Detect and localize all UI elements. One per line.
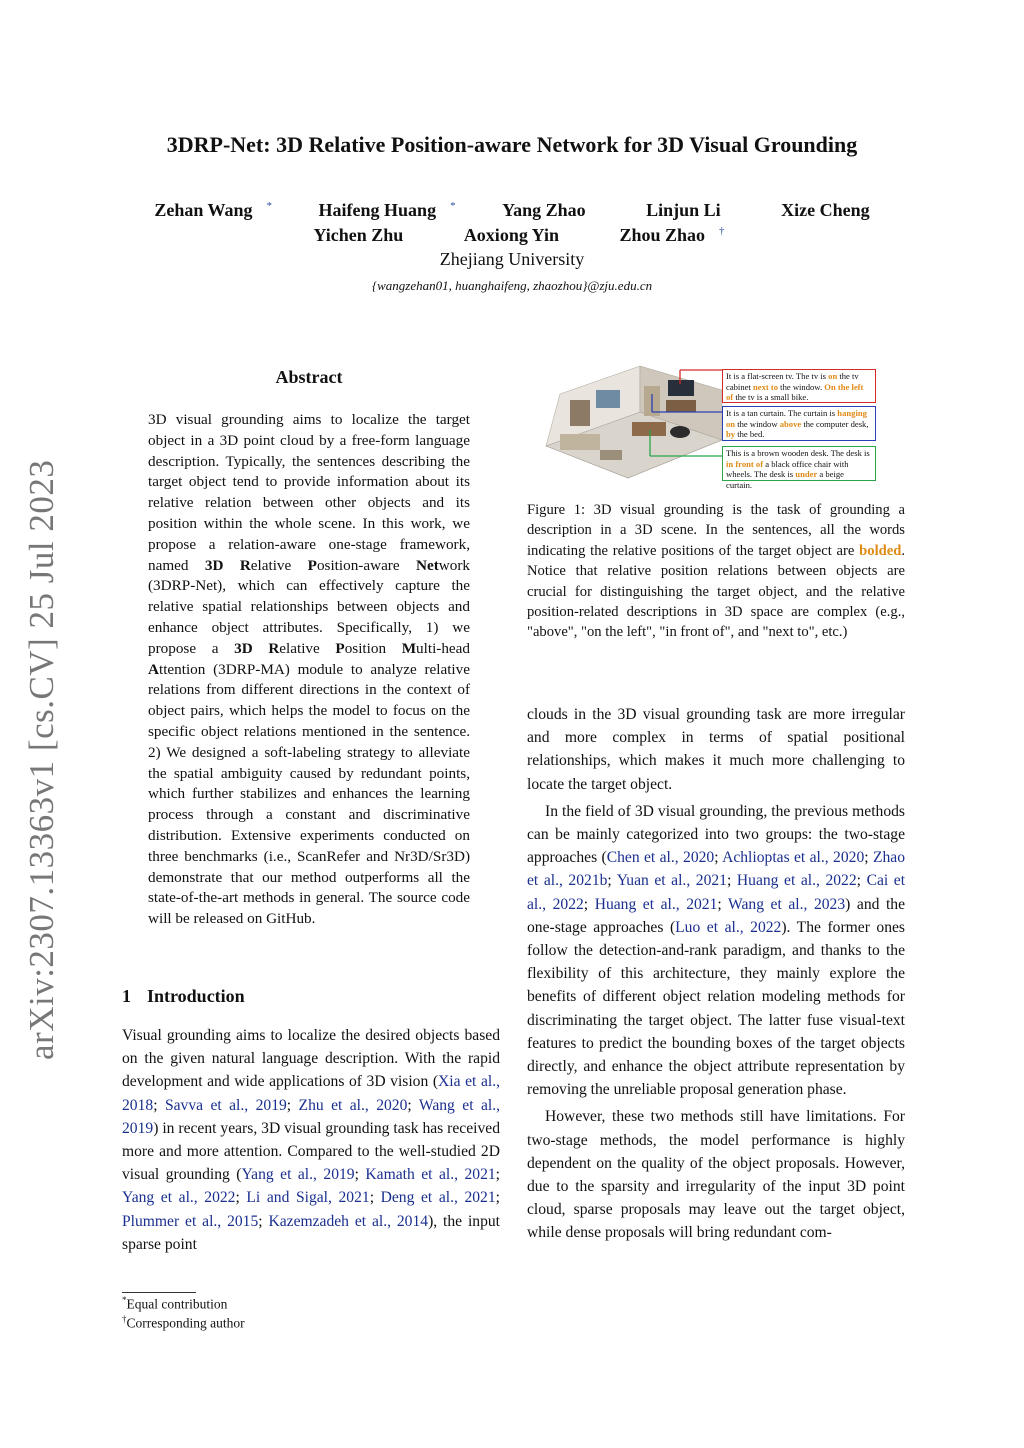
paragraph: In the field of 3D visual grounding, the previous methods can be mainly categorized into two groups: the two-stage approaches (Chen et al., 2020; Achlioptas et al., 2020; Zhao et al., 2021b; Yuan et al., 2021; Huang et al., 2022; Cai et al., 2022; Huang et al., 2021; Wang et al., 2023) and the one-stage approaches (Luo et al., 2022). The former ones follow the detection-and-rank paradigm, and thanks to the flexibility of this architecture, they mainly explore the benefits of different object relation modeling methods for discriminating the target object. The latter fuse visual-text features to predict the bounding boxes of the target objects directly, and enhance the object attribute representation by removing the unreliable proposal generation phase. xyxy=(527,802,906,1099)
citation-link[interactable]: Kazemzadeh et al., 2014 xyxy=(268,1212,429,1230)
paper-title: 3DRP-Net: 3D Relative Position-aware Network for 3D Visual Grounding xyxy=(166,132,858,157)
section-heading-introduction: 1 Introduction xyxy=(122,986,245,1006)
citation-link[interactable]: Huang et al., 2021 xyxy=(594,895,718,913)
citation-link[interactable]: Savva et al., 2019 xyxy=(164,1096,287,1114)
author: Aoxiong Yin xyxy=(463,225,559,245)
citation-link[interactable]: Yang et al., 2022 xyxy=(122,1189,236,1207)
figure-description-box-curtain: It is a tan curtain. The curtain is hanging on the window above the computer desk, by the bed. xyxy=(722,406,876,441)
figure-description-box-desk: This is a brown wooden desk. The desk is in front of a black office chair with wheels. The desk is under a beige curtain. xyxy=(722,446,876,481)
figure-3d-scene xyxy=(540,360,725,482)
scene-bed xyxy=(560,434,600,450)
citation-link[interactable]: Xia et al., 2018 xyxy=(122,1073,500,1114)
footnote-corresponding-author: †Corresponding author xyxy=(122,1314,245,1331)
scene-window xyxy=(596,390,620,408)
author-line-2 xyxy=(0,225,1024,246)
author: Zhou Zhao † xyxy=(619,225,725,245)
abstract-body: 3D visual grounding aims to localize the target object in a 3D point cloud by a free-form language description. Typically, the sentences describing the target object tend to provide information about its relative relation between other objects and its position within the whole scene. In this work, we propose a relation-aware one-stage framework, named 3D Relative Position-aware Network (3DRP-Net), which can effectively capture the relative spatial relationships between objects and enhance object attributes. Specifically, 1) we propose a 3D Relative Position Multi-head Attention (3DRP-MA) module to analyze relative relations from different directions in the context of object pairs, which helps the model to focus on the specific object relations mentioned in the sentence. 2) We designed a soft-labeling strategy to alleviate the spatial ambiguity caused by redundant points, which further stabilizes and enhances the learning process through a constant and discriminative distribution. Extensive experiments conducted on three benchmarks (i.e., ScanRefer and Nr3D/Sr3D) demonstrate that our method outperforms all the state-of-the-art methods in general. The source code will be released on GitHub. xyxy=(148,411,471,928)
author: Zehan Wang * xyxy=(154,200,273,220)
citation-link[interactable]: Chen et al., 2020 xyxy=(606,849,715,867)
figure-caption: Figure 1: 3D visual grounding is the task of grounding a description in a 3D scene. In the sentences, all the words indicating the relative positions of the target object are bolded. Notice that relative position relations between objects are crucial for distinguishing the target object, and the relative position-related descriptions in 3D space are complex (e.g., "above", "on the left", "in front of", and "next to", etc.) xyxy=(527,502,905,641)
scene-tv-cabinet xyxy=(666,400,696,412)
citation-link[interactable]: Cai et al., 2022 xyxy=(527,872,906,913)
citation-link[interactable]: Yang et al., 2019 xyxy=(241,1166,355,1184)
scene-tv xyxy=(668,380,694,396)
citation-link[interactable]: Li and Sigal, 2021 xyxy=(246,1189,370,1207)
scene-wardrobe xyxy=(570,400,590,426)
introduction-paragraph: Visual grounding aims to localize the desired objects based on the given natural language description. With the rapid development and wide applications of 3D vision (Xia et al., 2018; Savva et al., 2019; Zhu et al., 2020; Wang et al., 2019) in recent years, 3D visual grounding task has received more and more attention. Compared to the well-studied 2D visual grounding (Yang et al., 2019; Kamath et al., 2021; Yang et al., 2022; Li and Sigal, 2021; Deng et al., 2021; Plummer et al., 2015; Kazemzadeh et al., 2014), the input sparse point xyxy=(122,1027,501,1253)
affiliation: Zhejiang University xyxy=(439,249,585,269)
right-column-text xyxy=(527,703,905,1245)
paragraph: However, these two methods still have limitations. For two-stage methods, the model performance is highly dependent on the quality of the object proposals. However, due to the sparsity and irregularity of the input 3D point cloud, sparse proposals may leave out the target object, while dense proposals will bring redundant com- xyxy=(527,1108,905,1242)
citation-link[interactable]: Wang et al., 2023 xyxy=(728,895,846,913)
citation-link[interactable]: Plummer et al., 2015 xyxy=(122,1212,259,1230)
author: Haifeng Huang * xyxy=(318,200,456,220)
scene-rug xyxy=(600,450,622,460)
citation-link[interactable]: Luo et al., 2022 xyxy=(675,918,782,936)
citation-link[interactable]: Kamath et al., 2021 xyxy=(365,1166,496,1184)
author: Yang Zhao xyxy=(502,200,586,220)
citation-link[interactable]: Yuan et al., 2021 xyxy=(616,872,727,890)
figure-description-box-tv: It is a flat-screen tv. The tv is on the tv cabinet next to the window. On the left of the tv is a small bike. xyxy=(722,369,876,403)
citation-link[interactable]: Wang et al., 2019 xyxy=(122,1096,500,1137)
footnote-rule xyxy=(122,1292,196,1293)
footnote-equal-contribution: *Equal contribution xyxy=(122,1295,228,1312)
author-line-1 xyxy=(0,200,1024,221)
paragraph: clouds in the 3D visual grounding task are more irregular and more complex in terms of spatial positional relationships, which makes it much more challenging to locate the target object. xyxy=(527,706,905,793)
citation-link[interactable]: Deng et al., 2021 xyxy=(380,1189,496,1207)
citation-link[interactable]: Zhu et al., 2020 xyxy=(298,1096,408,1114)
author-emails: {wangzehan01, huanghaifeng, zhaozhou}@zju.edu.cn xyxy=(371,278,653,293)
abstract-heading: Abstract xyxy=(275,367,343,387)
author: Yichen Zhu xyxy=(313,225,404,245)
arxiv-stamp: arXiv:2307.13363v1 [cs.CV] 25 Jul 2023 xyxy=(22,459,61,1060)
author: Xize Cheng xyxy=(781,200,870,220)
scene-desk xyxy=(632,422,666,436)
citation-link[interactable]: Zhao et al., 2021b xyxy=(527,849,906,890)
citation-link[interactable]: Achlioptas et al., 2020 xyxy=(722,849,865,867)
author: Linjun Li xyxy=(646,200,721,220)
citation-link[interactable]: Huang et al., 2022 xyxy=(736,872,857,890)
scene-office-chair xyxy=(670,426,690,438)
